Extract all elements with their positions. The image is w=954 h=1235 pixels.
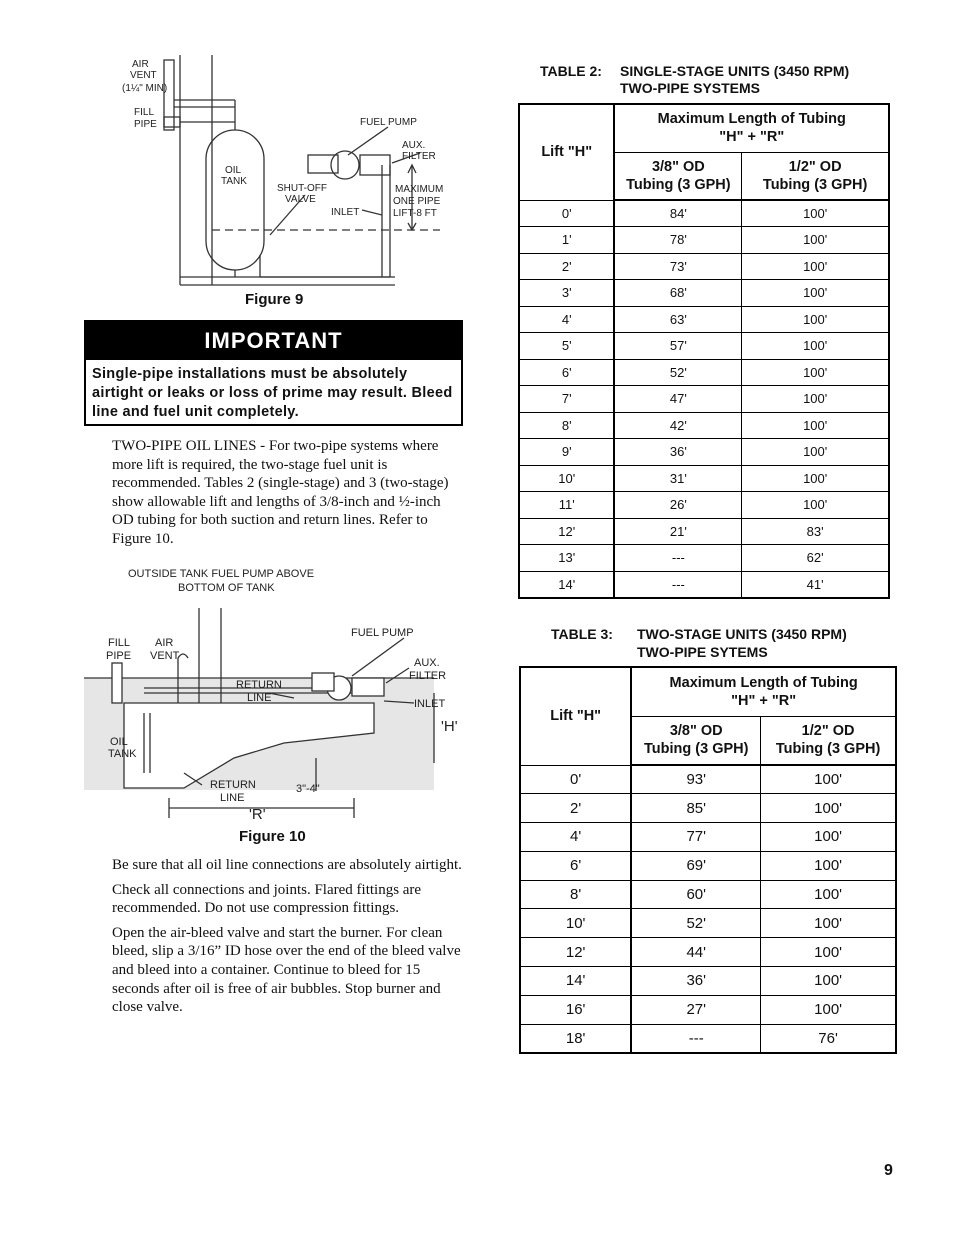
table-2-col2-line2: Tubing (3 GPH) [762, 176, 868, 193]
lift-cell: 8' [519, 412, 614, 439]
tubing-1-2-cell: 100' [742, 253, 889, 280]
lift-cell: 12' [520, 938, 631, 967]
tubing-1-2-cell: 100' [761, 765, 896, 794]
fig9-fuel-pump-label: FUEL PUMP [360, 117, 417, 128]
table-3-lift-header: Lift "H" [520, 667, 631, 765]
important-title: IMPORTANT [86, 322, 461, 360]
fig10-dim-label: 3"-4" [296, 783, 320, 795]
lift-cell: 13' [519, 545, 614, 572]
table-row [519, 571, 889, 598]
fig9-inlet-label: INLET [331, 207, 360, 218]
tubing-3-8-cell: 77' [631, 823, 760, 852]
fig9-tank-label: TANK [221, 176, 247, 187]
tubing-3-8-cell: --- [614, 545, 741, 572]
table-row [519, 439, 889, 466]
fig10-pipe-label: PIPE [106, 650, 132, 662]
table-row [520, 967, 896, 996]
lift-cell: 5' [519, 333, 614, 360]
fig10-tank-label: TANK [108, 748, 137, 760]
tubing-1-2-cell: 100' [761, 794, 896, 823]
table-row [520, 995, 896, 1024]
tubing-3-8-cell: 47' [614, 386, 741, 413]
fig9-oil-label: OIL [225, 165, 242, 176]
tubing-3-8-cell: 69' [631, 851, 760, 880]
lift-cell: 14' [520, 967, 631, 996]
lift-cell: 11' [519, 492, 614, 519]
tubing-1-2-cell: 62' [742, 545, 889, 572]
lift-cell: 2' [520, 794, 631, 823]
tubing-3-8-cell: 93' [631, 765, 760, 794]
tubing-1-2-cell: 83' [742, 518, 889, 545]
table-2-lift-header: Lift "H" [519, 104, 614, 200]
table-row [520, 823, 896, 852]
lift-cell: 12' [519, 518, 614, 545]
fig10-oil-label: OIL [110, 736, 128, 748]
lift-cell: 6' [519, 359, 614, 386]
check-text: Check all connections and joints. Flared fittings are recommended. Do not use compression fittings. [112, 881, 422, 917]
lift-cell: 10' [520, 909, 631, 938]
lift-cell: 7' [519, 386, 614, 413]
table-2-max-header [614, 104, 889, 152]
figure-10-diagram [84, 563, 464, 825]
fig9-maximum-label: MAXIMUM [395, 184, 444, 195]
fig10-title1: OUTSIDE TANK FUEL PUMP ABOVE [128, 568, 315, 580]
tubing-1-2-cell: 100' [742, 439, 889, 466]
table-3-max-header [631, 667, 896, 716]
tubing-1-2-cell: 100' [742, 359, 889, 386]
table-row [519, 492, 889, 519]
lift-cell: 9' [519, 439, 614, 466]
tubing-1-2-cell: 100' [761, 823, 896, 852]
fig9-fill-label: FILL [134, 107, 155, 118]
fig10-return2-label: RETURN [210, 779, 256, 791]
table-2-col1-line2: Tubing (3 GPH) [626, 176, 731, 193]
table-row [519, 359, 889, 386]
fig9-lift-label: LIFT-8 FT [393, 208, 437, 219]
tubing-3-8-cell: 57' [614, 333, 741, 360]
table-3-col-3-8-header [631, 716, 760, 765]
tubing-1-2-cell: 100' [742, 333, 889, 360]
two-pipe-text: TWO-PIPE OIL LINES - For two-pipe systems where more lift is required, the two-stage fuel unit is recommended. Tables 2 (single-stage) and 3 (two-stage) show allowable lift and lengths of 3/8-inch and ½-inch OD tubing for both suction and return lines. Refer to Figure 10. [112, 438, 449, 547]
table-row [520, 794, 896, 823]
table-3-col1-line2: Tubing (3 GPH) [644, 741, 749, 758]
table-3-col2-line1: 1/2" OD [801, 723, 855, 740]
fig9-min-label: (1¼" MIN) [122, 83, 168, 94]
figure-9-diagram [120, 55, 455, 290]
fig10-return-label: RETURN [236, 679, 282, 691]
fig10-air-label: AIR [155, 637, 174, 649]
fig9-shutoff-label: SHUT-OFF [277, 183, 327, 194]
fig10-line-label: LINE [247, 692, 272, 704]
table-row [519, 465, 889, 492]
table-row [520, 938, 896, 967]
tubing-3-8-cell: 27' [631, 995, 760, 1024]
fig9-air-label: AIR [132, 59, 149, 70]
fig10-fill-label: FILL [108, 637, 131, 649]
fig9-filter-label: FILTER [402, 151, 436, 162]
fig9-one-pipe-label: ONE PIPE [393, 196, 441, 207]
lift-cell: 16' [520, 995, 631, 1024]
tubing-1-2-cell: 100' [761, 967, 896, 996]
tubing-1-2-cell: 100' [742, 386, 889, 413]
table-row [520, 851, 896, 880]
fig10-vent-label: VENT [150, 650, 180, 662]
tubing-1-2-cell: 100' [742, 492, 889, 519]
table-2 [518, 103, 890, 599]
table-row [519, 306, 889, 333]
tubing-1-2-cell: 100' [761, 909, 896, 938]
table-row [520, 765, 896, 794]
table-3-title-line1: TWO-STAGE UNITS (3450 RPM) [637, 626, 847, 642]
fig10-line2-label: LINE [220, 792, 245, 804]
table-row [520, 909, 896, 938]
lift-cell: 0' [520, 765, 631, 794]
fig10-h-label: 'H' [441, 718, 458, 735]
table-2-col-3-8-header [614, 152, 741, 200]
lift-cell: 1' [519, 227, 614, 254]
tubing-3-8-cell: 44' [631, 938, 760, 967]
table-3-col2-line2: Tubing (3 GPH) [775, 741, 881, 758]
fig9-vent-label: VENT [130, 70, 157, 81]
table-row [519, 545, 889, 572]
fig9-valve-label: VALVE [285, 194, 316, 205]
table-row [519, 280, 889, 307]
table-row [519, 412, 889, 439]
lift-cell: 2' [519, 253, 614, 280]
table-2-col-1-2-header [742, 152, 889, 200]
table-3-col1-line1: 3/8" OD [669, 723, 723, 740]
two-pipe-paragraph [112, 437, 464, 555]
tubing-1-2-cell: 100' [761, 995, 896, 1024]
lift-cell: 10' [519, 465, 614, 492]
tubing-3-8-cell: --- [631, 1024, 760, 1053]
figure-10-caption: Figure 10 [239, 828, 306, 845]
table-2-label: TABLE 2: [540, 63, 602, 79]
lift-cell: 6' [520, 851, 631, 880]
table-row [519, 518, 889, 545]
tubing-1-2-cell: 41' [742, 571, 889, 598]
table-2-max-header-line1: Maximum Length of Tubing [657, 111, 846, 128]
lift-cell: 14' [519, 571, 614, 598]
fig10-aux-label: AUX. [414, 657, 440, 669]
tubing-3-8-cell: 36' [631, 967, 760, 996]
tubing-1-2-cell: 100' [761, 938, 896, 967]
tubing-3-8-cell: 73' [614, 253, 741, 280]
bleed-text: Open the air-bleed valve and start the burner. For clean bleed, slip a 3/16” ID hose over the end of the bleed valve and bleed into a container. Continue to bleed for 15 seconds after oil is free of air bubbles. Stop burner and close valve. [112, 924, 461, 1016]
table-3 [519, 666, 897, 1054]
table-2-col2-line1: 1/2" OD [788, 158, 842, 175]
table-row [519, 227, 889, 254]
table-row [519, 386, 889, 413]
tubing-3-8-cell: 84' [614, 200, 741, 227]
table-row [519, 333, 889, 360]
table-3-max-header-line2: "H" + "R" [731, 692, 797, 709]
tubing-1-2-cell: 76' [761, 1024, 896, 1053]
fig10-inlet-label: INLET [414, 698, 446, 710]
tubing-1-2-cell: 100' [742, 280, 889, 307]
tubing-1-2-cell: 100' [761, 880, 896, 909]
table-row [520, 880, 896, 909]
lift-cell: 8' [520, 880, 631, 909]
fig10-filter-label: FILTER [409, 670, 447, 682]
tubing-3-8-cell: 52' [614, 359, 741, 386]
table-row [520, 1024, 896, 1053]
bleed-instructions [112, 856, 464, 1023]
tubing-1-2-cell: 100' [742, 465, 889, 492]
important-notice [84, 320, 463, 426]
fig10-title2: BOTTOM OF TANK [178, 582, 275, 594]
table-2-col1-line1: 3/8" OD [651, 158, 705, 175]
tubing-1-2-cell: 100' [742, 306, 889, 333]
tubing-3-8-cell: 63' [614, 306, 741, 333]
tubing-3-8-cell: 42' [614, 412, 741, 439]
tubing-3-8-cell: 68' [614, 280, 741, 307]
table-2-body [519, 200, 889, 598]
page-number: 9 [884, 1162, 893, 1179]
tubing-3-8-cell: 31' [614, 465, 741, 492]
table-3-col-1-2-header [761, 716, 896, 765]
tubing-3-8-cell: 52' [631, 909, 760, 938]
tubing-3-8-cell: 36' [614, 439, 741, 466]
fig9-pipe-label: PIPE [134, 119, 157, 130]
table-3-body [520, 765, 896, 1053]
tubing-3-8-cell: 60' [631, 880, 760, 909]
tubing-3-8-cell: 78' [614, 227, 741, 254]
tubing-1-2-cell: 100' [742, 227, 889, 254]
lift-cell: 4' [519, 306, 614, 333]
tubing-3-8-cell: 26' [614, 492, 741, 519]
fig9-aux-label: AUX. [402, 140, 426, 151]
table-2-title-line1: SINGLE-STAGE UNITS (3450 RPM) [620, 63, 850, 79]
lift-cell: 18' [520, 1024, 631, 1053]
airtight-text: Be sure that all oil line connections are absolutely airtight. [112, 857, 462, 873]
fig10-r-label: 'R' [249, 806, 266, 823]
fig10-fuel-pump-label: FUEL PUMP [351, 627, 414, 639]
tubing-3-8-cell: --- [614, 571, 741, 598]
lift-cell: 0' [519, 200, 614, 227]
table-row [519, 200, 889, 227]
tubing-3-8-cell: 85' [631, 794, 760, 823]
tubing-3-8-cell: 21' [614, 518, 741, 545]
lift-cell: 4' [520, 823, 631, 852]
figure-9-caption: Figure 9 [245, 291, 304, 308]
tubing-1-2-cell: 100' [761, 851, 896, 880]
table-2-max-header-line2: "H" + "R" [719, 129, 785, 146]
table-row [519, 253, 889, 280]
table-3-label: TABLE 3: [551, 626, 613, 642]
lift-cell: 3' [519, 280, 614, 307]
table-3-title-line2: TWO-PIPE SYTEMS [637, 644, 768, 660]
tubing-1-2-cell: 100' [742, 412, 889, 439]
tubing-1-2-cell: 100' [742, 200, 889, 227]
important-text: Single-pipe installations must be absolutely airtight or leaks or loss of prime may result. Bleed line and fuel unit completely. [92, 366, 453, 420]
table-3-max-header-line1: Maximum Length of Tubing [669, 674, 858, 691]
table-2-title-line2: TWO-PIPE SYSTEMS [620, 80, 761, 96]
